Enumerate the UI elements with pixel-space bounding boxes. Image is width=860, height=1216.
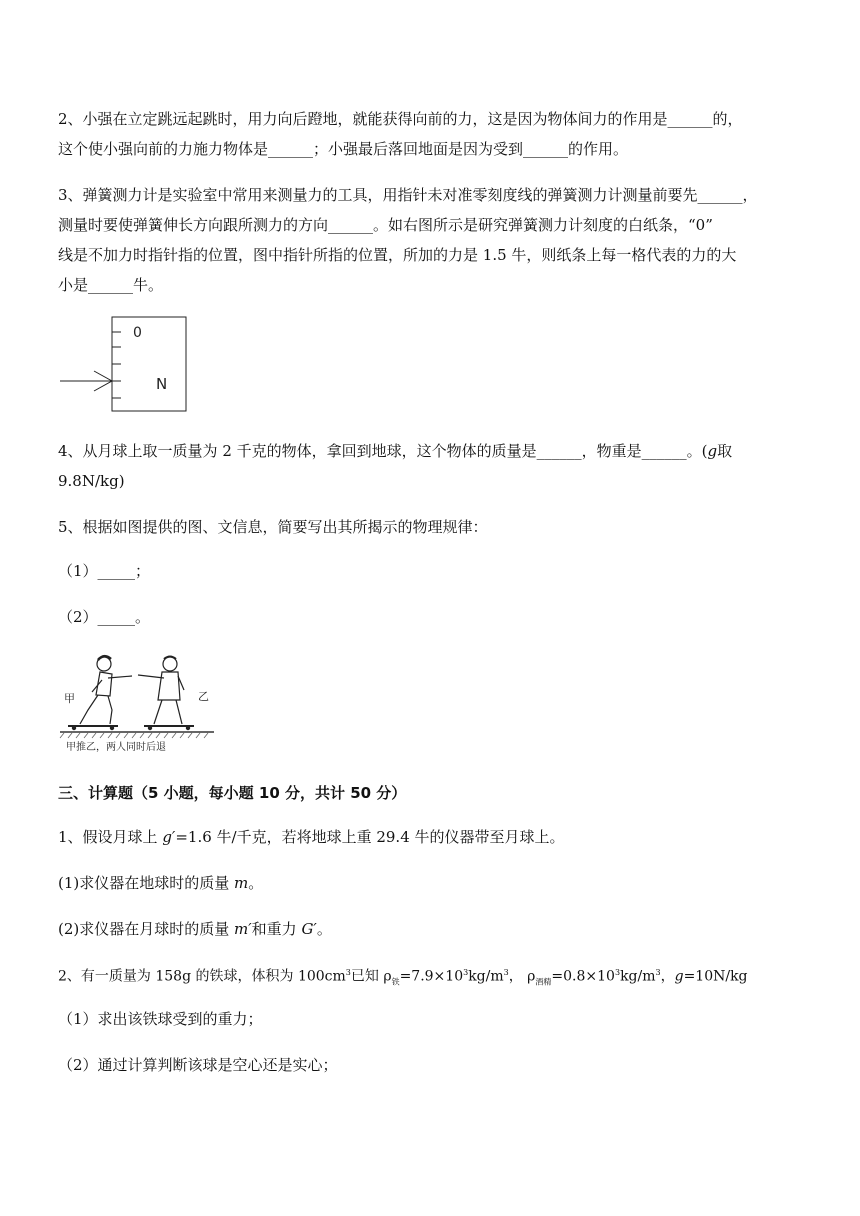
q2-line-2: 这个使小强向前的力施力物体是______；小强最后落回地面是因为受到______的作用。: [58, 140, 629, 158]
label-jia: 甲: [64, 692, 75, 705]
zero-label: 0: [133, 325, 142, 341]
spring-scale-figure: [58, 312, 198, 416]
person-jia: [68, 656, 132, 729]
q4-line-2: 9.8N/kg): [58, 472, 125, 490]
q4-line-1: 4、从月球上取一质量为 2 千克的物体，拿回到地球，这个物体的质量是______，物重是______。(g取: [58, 442, 733, 460]
newton-unit-label: N: [156, 375, 168, 393]
q5-item-1: （1）_____；: [58, 562, 151, 580]
c2-sub-1: （1）求出该铁球受到的重力；: [58, 1010, 263, 1028]
section-3-heading: 三、计算题（5 小题，每小题 10 分，共计 50 分）: [58, 784, 407, 802]
c1-sub-1: (1)求仪器在地球时的质量 m。: [58, 874, 264, 892]
q3-line-4: 小是______牛。: [58, 276, 164, 294]
q5-item-2: （2）_____。: [58, 608, 151, 626]
skaters-figure: [58, 650, 218, 754]
c1-line: 1、假设月球上 g′=1.6 牛/千克，若将地球上重 29.4 牛的仪器带至月球上。: [58, 828, 565, 846]
q3-line-1: 3、弹簧测力计是实验室中常用来测量力的工具，用指针未对准零刻度线的弹簧测力计测量前要先______，: [58, 186, 758, 204]
paper-strip: [112, 317, 186, 411]
c2-line: 2、有一质量为 158g 的铁球，体积为 $100cm^3$已知 $\rho_铁=7.9\times 10^3kg/m^3$， $\rho_{酒精}=0.8\times 10^3kg/m^3$，g=10N/kg: [58, 968, 748, 987]
person-yi: [138, 657, 194, 730]
q3-line-3: 线是不加力时指针指的位置，图中指针所指的位置，所加的力是 1.5 牛，则纸条上每一格代表的力的大: [58, 246, 737, 264]
q3-line-2: 测量时要使弹簧伸长方向跟所测力的方向______。如右图所示是研究弹簧测力计刻度的白纸条，“0”: [58, 216, 713, 234]
ground-hatch: [60, 733, 208, 738]
label-yi: 乙: [198, 690, 209, 703]
c2-sub-2: （2）通过计算判断该球是空心还是实心；: [58, 1056, 338, 1074]
c1-sub-2: (2)求仪器在月球时的质量 m′和重力 G′。: [58, 920, 332, 938]
q2-line-1: 2、小强在立定跳远起跳时，用力向后蹬地，就能获得向前的力，这是因为物体间力的作用是______的，: [58, 110, 743, 128]
figure-caption: 甲推乙，两人同时后退: [66, 742, 166, 753]
q5-line-1: 5、根据如图提供的图、文信息，简要写出其所揭示的物理规律：: [58, 518, 488, 536]
